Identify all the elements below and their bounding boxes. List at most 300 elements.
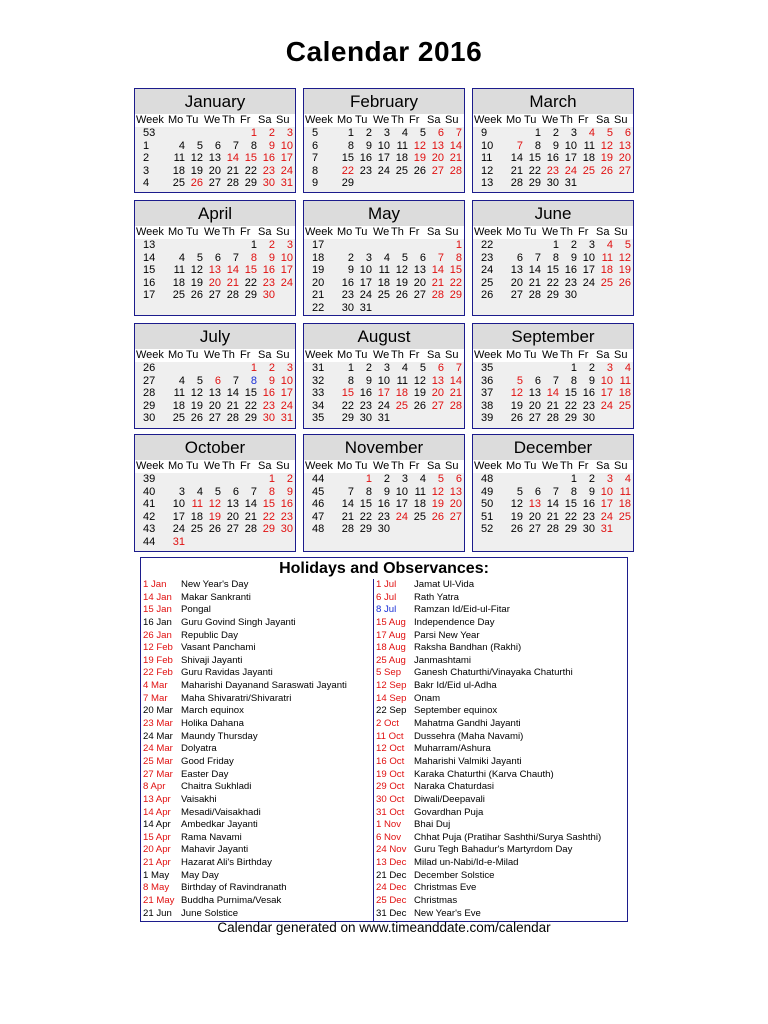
day-cell: 20 bbox=[431, 152, 444, 165]
holiday-item bbox=[376, 579, 626, 592]
week-number: 21 bbox=[312, 289, 325, 302]
day-cell bbox=[391, 412, 409, 425]
day-cell: 22 bbox=[528, 164, 541, 177]
holiday-name: Rama Navami bbox=[181, 831, 242, 843]
holiday-name: Makar Sankranti bbox=[181, 591, 251, 603]
day-cell: 12 bbox=[190, 387, 203, 400]
day-cell: 28 bbox=[244, 523, 257, 536]
day-cell: 14 bbox=[431, 264, 444, 277]
weekday-label: Tu bbox=[524, 114, 537, 126]
holiday-name: Guru Tegh Bahadur's Martyrdom Day bbox=[414, 844, 573, 856]
holiday-item bbox=[143, 794, 371, 807]
day-cell: 24 bbox=[280, 276, 293, 289]
day-cell: 29 bbox=[546, 289, 559, 302]
day-cell: 5 bbox=[419, 362, 426, 374]
weekday-label: Th bbox=[222, 114, 235, 126]
month-name: January bbox=[135, 89, 295, 114]
day-cell: 26 bbox=[409, 400, 427, 413]
week-row bbox=[304, 252, 464, 265]
day-cell bbox=[276, 536, 294, 549]
week-number: 26 bbox=[143, 362, 156, 374]
day-cell: 19 bbox=[208, 510, 221, 523]
day-cell: 5 bbox=[516, 485, 523, 498]
day-cell: 7 bbox=[347, 485, 354, 498]
holiday-date: 21 May bbox=[143, 895, 175, 907]
holidays-panel bbox=[140, 557, 628, 922]
holiday-item bbox=[376, 743, 626, 756]
weekday-label: Mo bbox=[168, 349, 184, 361]
weekday-label: Fr bbox=[578, 226, 589, 238]
month-name: April bbox=[135, 201, 295, 226]
day-cell: 8 bbox=[570, 374, 577, 387]
week-number: 13 bbox=[143, 239, 156, 251]
day-cell: 10 bbox=[280, 251, 293, 264]
weekday-label: Week bbox=[305, 460, 333, 472]
day-cell bbox=[506, 362, 524, 375]
day-cell: 16 bbox=[546, 152, 559, 165]
day-cell: 7 bbox=[552, 485, 559, 498]
day-cell bbox=[204, 127, 222, 140]
holiday-date: 14 Apr bbox=[143, 819, 171, 831]
day-cell: 11 bbox=[619, 485, 631, 498]
day-cell: 7 bbox=[232, 374, 239, 387]
day-cell: 3 bbox=[383, 127, 390, 139]
holiday-date: 26 Jan bbox=[143, 629, 172, 641]
day-cell: 10 bbox=[600, 374, 613, 387]
day-cell: 24 bbox=[600, 510, 613, 523]
weekday-label: Fr bbox=[409, 114, 420, 126]
weekday-label: Sa bbox=[258, 460, 272, 472]
day-cell: 13 bbox=[226, 498, 239, 511]
day-cell: 10 bbox=[377, 139, 390, 152]
holiday-name: Milad un-Nabi/Id-e-Milad bbox=[414, 857, 519, 869]
holiday-date: 8 Jul bbox=[376, 604, 397, 616]
day-cell bbox=[427, 523, 445, 536]
day-cell: 22 bbox=[564, 399, 577, 412]
day-cell: 24 bbox=[582, 276, 595, 289]
week-row bbox=[473, 511, 633, 524]
holiday-item bbox=[143, 642, 371, 655]
day-cell: 25 bbox=[172, 412, 185, 425]
day-cell: 13 bbox=[208, 152, 221, 165]
day-cell: 8 bbox=[534, 139, 541, 152]
week-row bbox=[135, 127, 295, 140]
month-name: July bbox=[135, 324, 295, 349]
day-cell: 29 bbox=[341, 177, 354, 190]
holiday-name: Bakr Id/Eid ul-Adha bbox=[414, 680, 497, 692]
day-cell: 6 bbox=[437, 127, 444, 139]
day-cell: 26 bbox=[510, 412, 523, 425]
month-name: June bbox=[473, 201, 633, 226]
day-cell: 4 bbox=[383, 251, 390, 264]
week-row bbox=[304, 498, 464, 511]
day-cell: 20 bbox=[409, 277, 427, 290]
weekday-header-row bbox=[135, 114, 295, 127]
day-cell: 15 bbox=[244, 264, 257, 277]
week-number: 22 bbox=[481, 239, 494, 251]
day-cell: 3 bbox=[365, 251, 372, 264]
holiday-item bbox=[376, 908, 626, 921]
month-november bbox=[303, 434, 465, 552]
day-cell: 24 bbox=[359, 289, 372, 302]
holiday-item bbox=[143, 756, 371, 769]
holiday-item bbox=[143, 680, 371, 693]
day-cell: 19 bbox=[618, 264, 631, 277]
day-cell: 26 bbox=[190, 412, 203, 425]
week-row bbox=[473, 486, 633, 499]
day-cell bbox=[186, 239, 204, 252]
weekday-label: Sa bbox=[596, 349, 610, 361]
week-number: 26 bbox=[481, 289, 494, 302]
day-cell: 22 bbox=[449, 276, 462, 289]
day-cell bbox=[578, 289, 596, 302]
day-cell: 20 bbox=[208, 164, 221, 177]
day-cell: 14 bbox=[244, 498, 257, 511]
day-cell: 14 bbox=[226, 387, 239, 400]
week-row bbox=[135, 252, 295, 265]
weekday-header-row bbox=[473, 226, 633, 239]
day-cell bbox=[445, 523, 463, 536]
day-cell: 7 bbox=[516, 139, 523, 152]
holiday-date: 12 Sep bbox=[376, 680, 407, 692]
week-row bbox=[304, 523, 464, 536]
holiday-date: 14 Apr bbox=[143, 806, 171, 818]
day-cell: 31 bbox=[564, 177, 577, 190]
day-cell bbox=[222, 473, 240, 486]
weekday-label: Tu bbox=[355, 226, 368, 238]
month-name: October bbox=[135, 435, 295, 460]
week-number: 5 bbox=[312, 127, 319, 139]
holiday-name: Christmas bbox=[414, 895, 458, 907]
weekday-label: Tu bbox=[524, 349, 537, 361]
holiday-date: 25 Aug bbox=[376, 654, 406, 666]
holiday-date: 13 Dec bbox=[376, 857, 407, 869]
day-cell: 10 bbox=[280, 139, 293, 152]
day-cell: 11 bbox=[173, 264, 185, 277]
day-cell: 12 bbox=[409, 375, 427, 388]
weekday-label: Week bbox=[305, 226, 333, 238]
day-cell: 7 bbox=[232, 139, 239, 152]
day-cell: 20 bbox=[226, 510, 239, 523]
day-cell: 17 bbox=[377, 387, 390, 400]
holiday-name: September equinox bbox=[414, 705, 498, 717]
holiday-name: Ambedkar Jayanti bbox=[181, 819, 258, 831]
weekday-label: Th bbox=[560, 460, 573, 472]
holiday-name: Maharishi Dayanand Saraswati Jayanti bbox=[181, 680, 347, 692]
holiday-date: 21 Jun bbox=[143, 907, 172, 919]
day-cell: 26 bbox=[600, 164, 613, 177]
day-cell: 31 bbox=[377, 412, 390, 425]
holiday-name: Dolyatra bbox=[181, 743, 217, 755]
month-name: December bbox=[473, 435, 633, 460]
day-cell: 16 bbox=[564, 264, 577, 277]
day-cell: 25 bbox=[618, 510, 631, 523]
day-cell: 12 bbox=[510, 498, 523, 511]
week-number: 22 bbox=[312, 301, 325, 314]
day-cell: 14 bbox=[449, 374, 462, 387]
day-cell: 22 bbox=[359, 510, 372, 523]
week-row bbox=[304, 375, 464, 388]
weekday-label: Tu bbox=[524, 460, 537, 472]
day-cell: 17 bbox=[600, 387, 613, 400]
day-cell: 23 bbox=[546, 164, 559, 177]
holiday-item bbox=[143, 769, 371, 782]
day-cell: 30 bbox=[564, 289, 577, 302]
day-cell: 23 bbox=[578, 400, 596, 413]
week-number: 23 bbox=[481, 251, 494, 264]
day-cell: 31 bbox=[359, 301, 372, 314]
day-cell: 13 bbox=[528, 498, 541, 511]
day-cell: 13 bbox=[449, 485, 462, 498]
day-cell: 23 bbox=[280, 510, 293, 523]
holiday-item bbox=[143, 718, 371, 731]
day-cell: 13 bbox=[510, 264, 523, 277]
day-cell bbox=[222, 362, 240, 375]
day-cell: 5 bbox=[606, 127, 613, 139]
week-number: 46 bbox=[312, 498, 325, 511]
month-name: September bbox=[473, 324, 633, 349]
day-cell: 24 bbox=[395, 510, 408, 523]
weekday-label: We bbox=[373, 460, 390, 472]
day-cell: 31 bbox=[600, 523, 613, 536]
day-cell: 9 bbox=[365, 374, 372, 387]
day-cell: 4 bbox=[624, 362, 631, 374]
day-cell: 27 bbox=[208, 412, 221, 425]
day-cell: 23 bbox=[262, 399, 275, 412]
holiday-date: 22 Sep bbox=[376, 705, 407, 717]
week-number: 44 bbox=[312, 473, 325, 485]
week-row bbox=[304, 289, 464, 302]
holiday-date: 4 Mar bbox=[143, 680, 168, 692]
day-cell: 9 bbox=[570, 251, 577, 264]
day-cell: 6 bbox=[624, 127, 631, 139]
day-cell: 5 bbox=[516, 374, 523, 387]
day-cell: 19 bbox=[431, 498, 444, 511]
day-cell: 25 bbox=[172, 177, 185, 190]
week-row bbox=[473, 375, 633, 388]
holiday-item bbox=[376, 807, 626, 820]
month-name: November bbox=[304, 435, 464, 460]
holiday-name: Parsi New Year bbox=[414, 629, 480, 641]
weekday-label: Su bbox=[445, 226, 459, 238]
day-cell: 9 bbox=[286, 485, 293, 498]
day-cell bbox=[204, 473, 222, 486]
day-cell: 23 bbox=[359, 164, 372, 177]
day-cell: 8 bbox=[455, 251, 462, 264]
day-cell: 9 bbox=[347, 264, 354, 277]
week-number: 43 bbox=[143, 523, 156, 536]
day-cell: 28 bbox=[546, 523, 559, 536]
holiday-item bbox=[376, 756, 626, 769]
day-cell: 14 bbox=[546, 498, 559, 511]
week-number: 7 bbox=[312, 152, 319, 165]
day-cell: 5 bbox=[196, 374, 203, 387]
day-cell: 17 bbox=[280, 264, 293, 277]
holiday-name: Republic Day bbox=[181, 629, 239, 641]
week-number: 53 bbox=[143, 127, 156, 139]
day-cell: 3 bbox=[286, 362, 293, 374]
day-cell bbox=[427, 302, 445, 315]
day-cell: 24 bbox=[377, 164, 390, 177]
day-cell: 4 bbox=[588, 127, 595, 139]
week-number: 47 bbox=[312, 510, 325, 523]
day-cell: 29 bbox=[528, 177, 541, 190]
holiday-name: May Day bbox=[181, 869, 219, 881]
day-cell: 26 bbox=[413, 164, 426, 177]
week-row bbox=[304, 412, 464, 425]
day-cell: 25 bbox=[600, 276, 613, 289]
day-cell: 23 bbox=[262, 164, 275, 177]
week-row bbox=[304, 152, 464, 165]
day-cell: 29 bbox=[564, 412, 577, 425]
day-cell: 21 bbox=[226, 164, 239, 177]
day-cell: 18 bbox=[395, 387, 408, 400]
holiday-date: 15 Jan bbox=[143, 604, 172, 616]
holiday-name: Janmashtami bbox=[414, 654, 472, 666]
day-cell bbox=[168, 239, 186, 252]
day-cell bbox=[506, 127, 524, 140]
holiday-date: 24 Dec bbox=[376, 882, 407, 894]
holiday-date: 5 Sep bbox=[376, 667, 402, 679]
day-cell bbox=[427, 177, 445, 190]
holiday-name: Naraka Chaturdasi bbox=[414, 781, 494, 793]
day-cell: 18 bbox=[409, 498, 427, 511]
week-number: 30 bbox=[143, 412, 156, 425]
holiday-name: Hazarat Ali's Birthday bbox=[181, 857, 272, 869]
day-cell bbox=[276, 289, 294, 302]
holiday-name: Muharram/Ashura bbox=[414, 743, 491, 755]
day-cell: 16 bbox=[262, 264, 275, 277]
day-cell: 26 bbox=[510, 523, 523, 536]
week-row bbox=[304, 473, 464, 486]
weekday-label: Su bbox=[445, 460, 459, 472]
weekday-label: Sa bbox=[427, 114, 441, 126]
weekday-header-row bbox=[304, 226, 464, 239]
day-cell: 13 bbox=[208, 264, 221, 277]
weekday-label: We bbox=[204, 114, 221, 126]
day-cell: 10 bbox=[564, 139, 577, 152]
holiday-date: 6 Nov bbox=[376, 831, 402, 843]
weekday-label: Tu bbox=[355, 114, 368, 126]
holiday-date: 14 Sep bbox=[376, 692, 407, 704]
day-cell: 24 bbox=[600, 399, 613, 412]
day-cell: 12 bbox=[395, 264, 408, 277]
day-cell: 21 bbox=[226, 276, 239, 289]
day-cell: 8 bbox=[250, 139, 257, 152]
week-row bbox=[135, 152, 295, 165]
holiday-name: New Year's Day bbox=[181, 579, 249, 590]
day-cell: 26 bbox=[618, 276, 631, 289]
day-cell: 11 bbox=[601, 251, 613, 264]
day-cell: 7 bbox=[552, 374, 559, 387]
holiday-date: 24 Mar bbox=[143, 743, 173, 755]
day-cell: 4 bbox=[409, 473, 427, 486]
month-march bbox=[472, 88, 634, 193]
day-cell: 25 bbox=[190, 523, 203, 536]
day-cell: 23 bbox=[578, 511, 596, 524]
weekday-label: Fr bbox=[240, 226, 251, 238]
holiday-date: 1 Jul bbox=[376, 579, 397, 590]
day-cell: 5 bbox=[437, 473, 444, 485]
day-cell: 21 bbox=[431, 276, 444, 289]
holiday-item bbox=[376, 693, 626, 706]
day-cell: 8 bbox=[365, 485, 372, 498]
day-cell bbox=[168, 362, 186, 375]
week-number: 39 bbox=[481, 412, 494, 425]
day-cell: 22 bbox=[262, 510, 275, 523]
day-cell: 8 bbox=[250, 374, 257, 387]
day-cell: 3 bbox=[178, 485, 185, 498]
day-cell: 25 bbox=[395, 164, 408, 177]
week-row bbox=[304, 362, 464, 375]
day-cell: 27 bbox=[528, 412, 541, 425]
weekday-label: Th bbox=[391, 349, 404, 361]
weekday-label: Week bbox=[474, 114, 502, 126]
day-cell: 9 bbox=[552, 139, 559, 152]
weekday-label: We bbox=[542, 114, 559, 126]
week-row bbox=[135, 239, 295, 252]
day-cell: 28 bbox=[546, 412, 559, 425]
weekday-header-row bbox=[473, 349, 633, 362]
day-cell: 5 bbox=[624, 239, 631, 251]
holidays-right-column bbox=[376, 579, 626, 920]
day-cell: 29 bbox=[240, 412, 258, 425]
weekday-label: Mo bbox=[168, 114, 184, 126]
day-cell: 24 bbox=[280, 399, 293, 412]
day-cell: 16 bbox=[582, 387, 595, 400]
weekday-label: We bbox=[204, 460, 221, 472]
day-cell: 22 bbox=[546, 276, 559, 289]
holiday-date: 31 Oct bbox=[376, 806, 405, 818]
holiday-item bbox=[376, 630, 626, 643]
day-cell: 16 bbox=[359, 152, 372, 165]
day-cell: 10 bbox=[377, 374, 390, 387]
week-number: 6 bbox=[312, 139, 319, 152]
day-cell: 16 bbox=[377, 498, 390, 511]
day-cell: 5 bbox=[196, 139, 203, 152]
week-number: 32 bbox=[312, 374, 325, 387]
day-cell: 30 bbox=[262, 289, 275, 302]
day-cell: 1 bbox=[570, 362, 577, 374]
day-cell: 28 bbox=[510, 177, 523, 190]
day-cell: 18 bbox=[618, 387, 631, 400]
week-row bbox=[473, 152, 633, 165]
day-cell bbox=[409, 523, 427, 536]
week-number: 42 bbox=[143, 510, 156, 523]
holiday-date: 21 Apr bbox=[143, 857, 171, 869]
day-cell: 10 bbox=[172, 498, 185, 511]
day-cell: 10 bbox=[359, 264, 372, 277]
day-cell bbox=[337, 239, 355, 252]
day-cell: 30 bbox=[262, 412, 275, 425]
day-cell: 5 bbox=[214, 485, 221, 498]
day-cell: 27 bbox=[226, 523, 239, 536]
week-number: 48 bbox=[481, 473, 494, 485]
holiday-date: 16 Oct bbox=[376, 755, 405, 767]
holiday-name: December Solstice bbox=[414, 869, 495, 881]
weekday-label: Tu bbox=[186, 349, 199, 361]
holiday-item bbox=[376, 642, 626, 655]
holiday-item bbox=[143, 781, 371, 794]
day-cell: 3 bbox=[286, 127, 293, 139]
holiday-name: June Solstice bbox=[181, 907, 239, 919]
day-cell: 12 bbox=[208, 498, 221, 511]
week-number: 33 bbox=[312, 387, 325, 400]
weekday-label: We bbox=[373, 226, 390, 238]
day-cell: 28 bbox=[226, 412, 239, 425]
week-row bbox=[304, 140, 464, 153]
day-cell: 13 bbox=[431, 374, 444, 387]
